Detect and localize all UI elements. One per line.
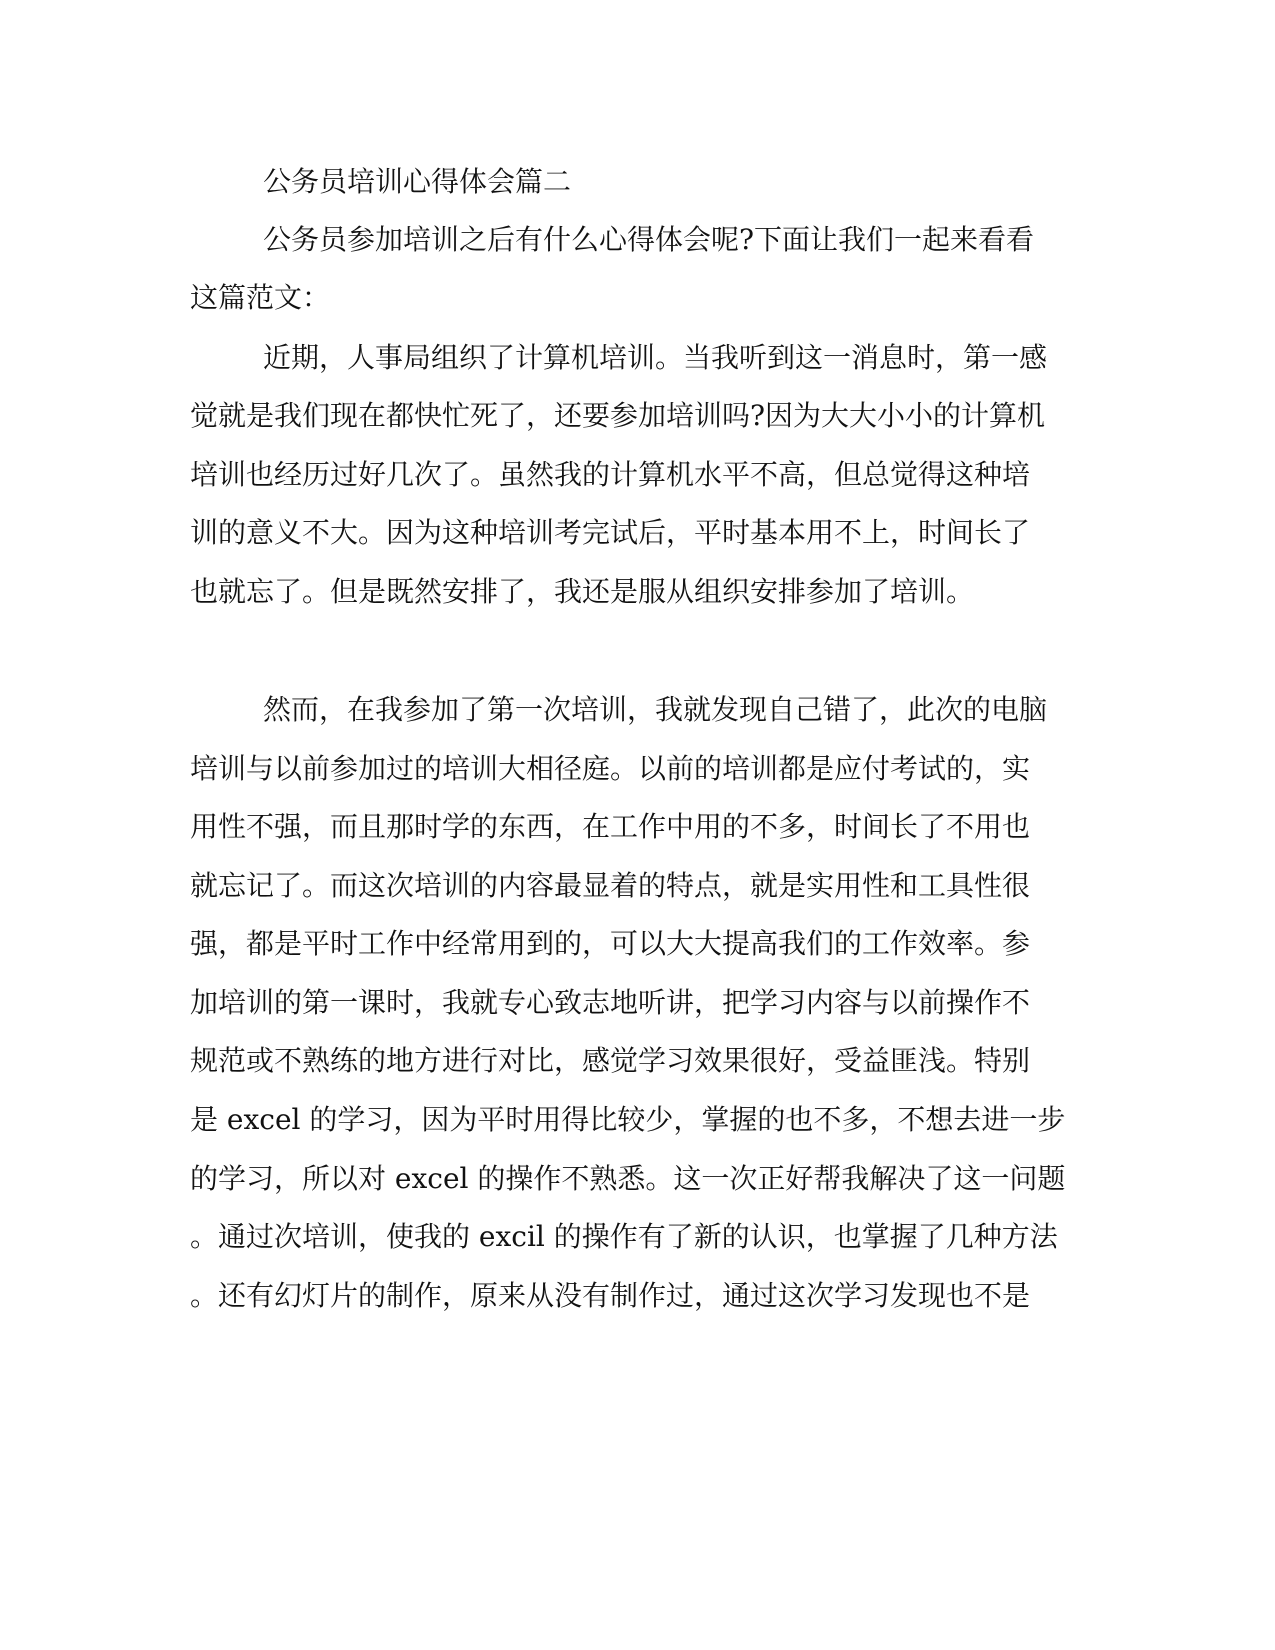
- paragraph-line: 训的意义不大。因为这种培训考完试后，平时基本用不上，时间长了: [190, 516, 1031, 549]
- paragraph-line: 培训与以前参加过的培训大相径庭。以前的培训都是应付考试的，实: [190, 752, 1031, 785]
- paragraph-line: 。通过次培训，使我的 excil 的操作有了新的认识，也掌握了几种方法: [190, 1220, 1058, 1253]
- paragraph-line: 是 excel 的学习，因为平时用得比较少，掌握的也不多，不想去进一步: [190, 1103, 1066, 1136]
- paragraph-line: 近期，人事局组织了计算机培训。当我听到这一消息时，第一感: [263, 341, 1048, 374]
- paragraph-line: 用性不强，而且那时学的东西，在工作中用的不多，时间长了不用也: [190, 810, 1031, 843]
- paragraph-line: 就忘记了。而这次培训的内容最显着的特点，就是实用性和工具性很: [190, 869, 1031, 902]
- paragraph-line: 的学习，所以对 excel 的操作不熟悉。这一次正好帮我解决了这一问题: [190, 1162, 1066, 1195]
- paragraph-line: 然而，在我参加了第一次培训，我就发现自己错了，此次的电脑: [263, 693, 1048, 726]
- paragraph-line: 培训也经历过好几次了。虽然我的计算机水平不高，但总觉得这种培: [190, 458, 1031, 491]
- intro-line: 这篇范文：: [190, 281, 331, 314]
- intro-line: 公务员参加培训之后有什么心得体会呢?下面让我们一起来看看: [263, 223, 1035, 256]
- paragraph-line: 。还有幻灯片的制作，原来从没有制作过，通过这次学习发现也不是: [190, 1279, 1031, 1312]
- paragraph-line: 强，都是平时工作中经常用到的，可以大大提高我们的工作效率。参: [190, 927, 1031, 960]
- paragraph-line: 也就忘了。但是既然安排了，我还是服从组织安排参加了培训。: [190, 575, 975, 608]
- document-title: 公务员培训心得体会篇二: [263, 165, 572, 198]
- paragraph-line: 加培训的第一课时，我就专心致志地听讲，把学习内容与以前操作不: [190, 986, 1031, 1019]
- paragraph-line: 觉就是我们现在都快忙死了，还要参加培训吗?因为大大小小的计算机: [190, 399, 1046, 432]
- paragraph-line: 规范或不熟练的地方进行对比，感觉学习效果很好，受益匪浅。特别: [190, 1044, 1031, 1077]
